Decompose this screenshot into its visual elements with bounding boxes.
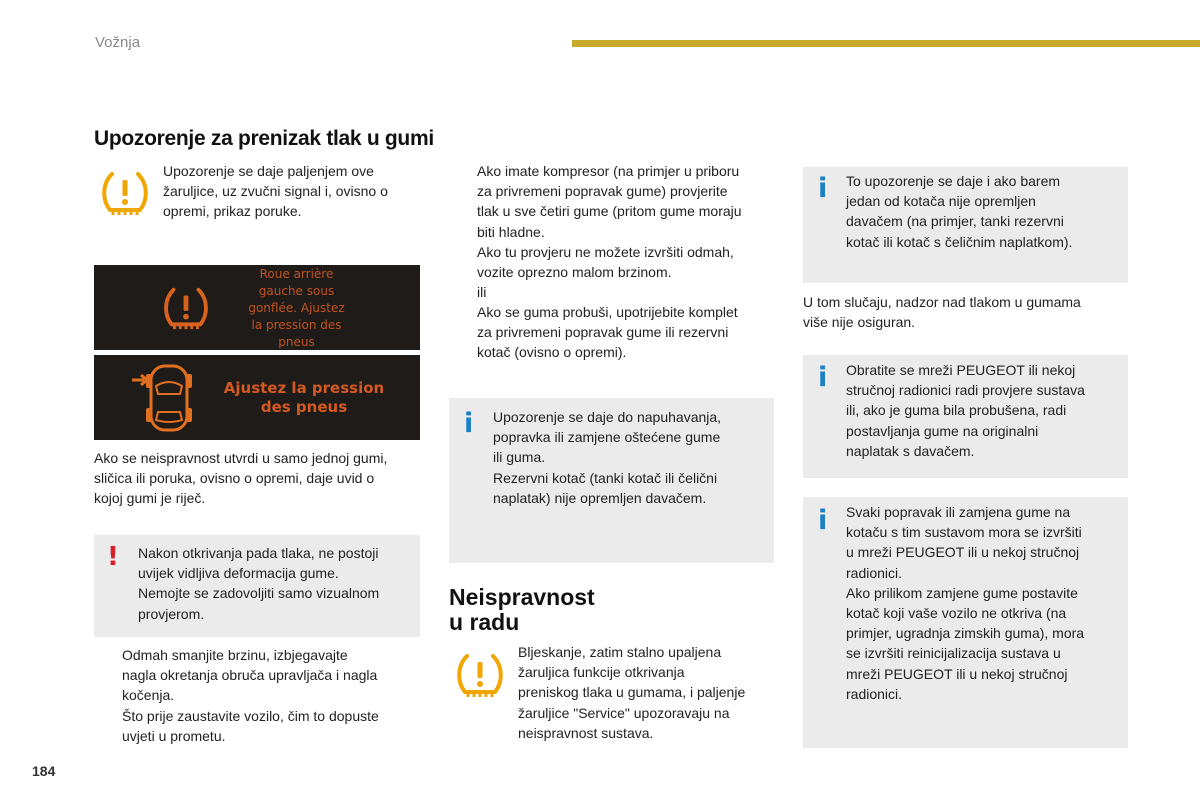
info-box-no-sensor bbox=[803, 167, 1128, 283]
info-inflation-text: Upozorenje se daje do napuhavanja, popravka ili zamjene oštećene gume ili guma. Rezervni kotač (tanki kotač ili čelični naplatak) nije opremljen davačem. bbox=[493, 409, 722, 506]
display-message-text: Roue arrière gauche sous gonflée. Ajustez la pression des pneus bbox=[248, 267, 345, 349]
car-topview-icon bbox=[124, 360, 204, 436]
header-accent-bar bbox=[572, 40, 1200, 47]
info-no-sensor-text: To upozorenje se daje i ako barem jedan od kotača nije opremljen davačem (na primjer, tanki rezervni kotač ili kotač s čeličnim naplatkom). bbox=[846, 173, 1073, 250]
info-icon: i bbox=[464, 408, 474, 439]
display-car-message: Ajustez la pression des pneus bbox=[223, 379, 385, 416]
section-label: Vožnja bbox=[95, 34, 141, 51]
display-image-car bbox=[94, 355, 420, 440]
info-box-inflation bbox=[449, 398, 774, 563]
malfunction-description: Bljeskanje, zatim stalno upaljena žaruljica funkcije otkrivanja preniskog tlaka u gumama, i paljenje žaruljice "Service" upozoravaju na neispravnost sustava. bbox=[518, 644, 746, 741]
info-box-reinitialization bbox=[803, 497, 1128, 748]
caution-box bbox=[94, 535, 420, 637]
page-title: Upozorenje za prenizak tlak u gumi bbox=[94, 127, 434, 150]
info-reinitialization-text: Svaki popravak ili zamjena gume na kotaču s tim sustavom mora se izvršiti u mreži PEUGEOT ili u nekoj stručnoj radionici. Ako prilikom zamjene gume postavite kotač koji vaše vozilo ne otkriva (na primjer, ugradnja zimskih guma), mora se izvršiti reinicijalizacija sustava u mreži PEUGEOT ili u nekoj stručnoj radionici. bbox=[846, 504, 1085, 702]
bullet-puncture: Ako se guma probuši, upotrijebite komplet za privremeni popravak gume ili rezervni kotač (ovisno o opremi). bbox=[477, 304, 738, 361]
tpms-malfunction-icon bbox=[455, 650, 505, 700]
bullet-slow-down: Odmah smanjite brzinu, izbjegavajte nagla okretanja obruča upravljača i nagla kočenja. bbox=[122, 647, 378, 704]
bullet-stop-vehicle: Što prije zaustavite vozilo, čim to dopuste uvjeti u prometu. bbox=[122, 708, 379, 745]
display-tpms-icon bbox=[162, 283, 210, 333]
single-tyre-paragraph: Ako se neispravnost utvrdi u samo jednoj gumi, sličica ili poruka, ovisno o opremi, daje uvid o kojoj gumi je riječ. bbox=[94, 450, 388, 507]
info-icon: i bbox=[818, 173, 828, 204]
info-box-peugeot-check bbox=[803, 355, 1128, 478]
or-text: ili bbox=[477, 284, 487, 300]
caution-text: Nakon otkrivanja pada tlaka, ne postoji uvijek vidljiva deformacija gume. Nemojte se zadovoljiti samo vizualnom provjerom. bbox=[138, 545, 380, 622]
display-image-message bbox=[94, 265, 420, 350]
malfunction-heading: Neispravnost u radu bbox=[449, 584, 595, 635]
bullet-compressor: Ako imate kompresor (na primjer u priboru za privremeni popravak gume) provjerite tlak u sve četiri gume (pritom gume moraju biti hladne. Ako tu provjeru ne možete izvršiti odmah, vozite oprezno malom brzinom. bbox=[477, 163, 742, 281]
monitoring-not-ensured-paragraph: U tom slučaju, nadzor nad tlakom u gumama više nije osiguran. bbox=[803, 294, 1081, 331]
page-number: 184 bbox=[32, 763, 56, 779]
caution-icon: ! bbox=[107, 542, 119, 572]
info-peugeot-check-text: Obratite se mreži PEUGEOT ili nekoj stručnoj radionici radi provjere sustava ili, ako je guma bila probušena, radi postavljanja gume na originalni naplatak s davačem. bbox=[846, 362, 1085, 459]
warning-description: Upozorenje se daje paljenjem ove žaruljice, uz zvučni signal i, ovisno o opremi, prikaz poruke. bbox=[163, 163, 388, 220]
info-icon: i bbox=[818, 362, 828, 393]
info-icon: i bbox=[818, 505, 828, 536]
tpms-warning-icon bbox=[100, 168, 150, 218]
